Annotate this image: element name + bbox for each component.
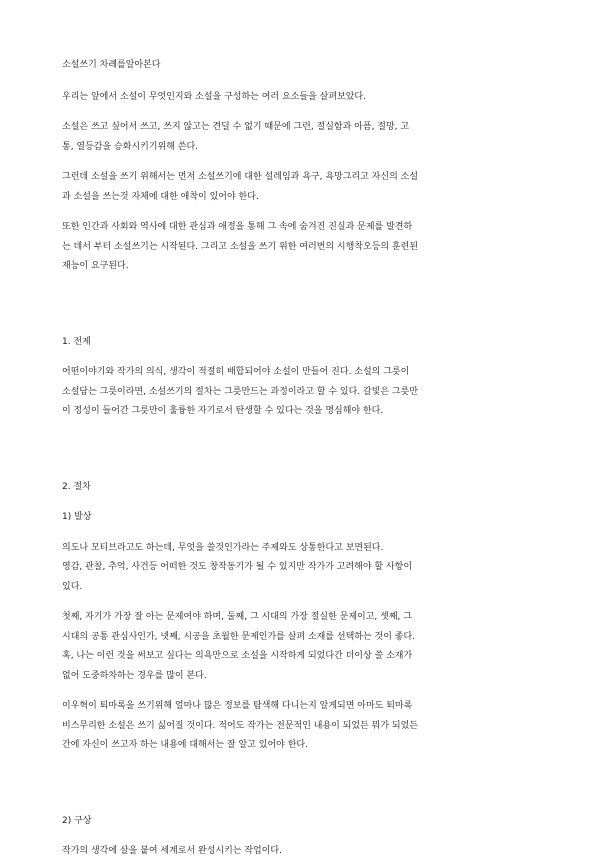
section-2-heading: 2. 절차: [62, 481, 91, 492]
subsection-2-body: 작가의 생각에 살을 붙여 세계로서 완성시키는 작업이다.: [62, 846, 282, 856]
document-title: 소설쓰기 차례를알아본다: [62, 60, 161, 70]
section-1-body: 어떤이야기와 작가의 의식, 생각이 적절히 배합되어야 소설이 만들어 진다. 소설의 그릇이 소설담는 그릇이라면, 소설쓰기의 절차는 그릇만드는 과정이라고 할 수 있다. 갈빛은 그릇만 이 정성이 들어간 그릇만이 훌륭한 자기로서 탄생할 수 있다는 것을 명심해야 한다.: [62, 367, 419, 416]
subsection-2-heading: 2) 구상: [62, 815, 92, 826]
document-page: [62, 56, 536, 862]
section-1-heading: 1. 전제: [62, 336, 91, 347]
subsection-1-paragraph-2: 첫째, 자기가 가장 잘 아는 문제여야 하며, 둘째, 그 시대의 가장 절실한 문제이고, 셋째, 그 시대의 공통 관심사인가, 넷째, 시공을 초월한 문제인가를 살펴 소재를 선택하는 것이 좋다. 혹, 나는 이런 것을 써보고 싶다는 의욕만으로 소설을 시작하게 되었다간 더이상 쓸 소재가 없어 도중하차하는 경우를 많이 본다.: [62, 612, 416, 681]
intro-paragraph-2: 소설은 쓰고 싶어서 쓰고, 쓰지 않고는 견딜 수 없기 때문에 그런, 절실함과 아픔, 절망, 고 통, 열등감을 승화시키기위해 쓴다.: [62, 122, 410, 152]
intro-paragraph-3: 그런데 소설을 쓰기 위해서는 먼저 소설쓰기에 대한 설레임과 욕구, 욕망그리고 자신의 소설 과 소설을 쓰는것 자체에 대한 애착이 있어야 한다.: [62, 172, 419, 202]
subsection-1-paragraph-1: 의도나 모티브라고도 하는데, 무엇을 쓸것인가라는 주제와도 상통한다고 보면된다. 영감, 관찰, 추억, 사건등 어떠한 것도 창작동기가 될 수 있지만 작가가 고려해야 할 사항이 있다.: [62, 542, 413, 592]
intro-paragraph-4: 또한 인간과 사회와 역사에 대한 관심과 애정을 통해 그 속에 숨겨진 진실과 문제를 발견하 는 데서 부터 소설쓰기는 시작된다. 그리고 소설을 쓰기 위한 여러번의 시행착오등의 훈련된 재능이 요구된다.: [62, 222, 419, 271]
intro-paragraph-1: 우리는 앞에서 소설이 무엇인지와 소설을 구성하는 여러 요소들을 살펴보았다.: [62, 91, 366, 102]
subsection-1-paragraph-3: 이우혁이 퇴마록을 쓰기위해 얼마나 많은 정보를 탐색해 다니는지 알게되면 아마도 퇴마록 비스무리한 소설은 쓰기 싫어질 것이다. 적어도 작가는 전문적인 내용이 되었든 뭐가 되었든 간에 자신이 쓰고자 하는 내용에 대해서는 잘 알고 있어야 한다.: [62, 701, 419, 750]
subsection-1-heading: 1) 발상: [62, 512, 92, 522]
